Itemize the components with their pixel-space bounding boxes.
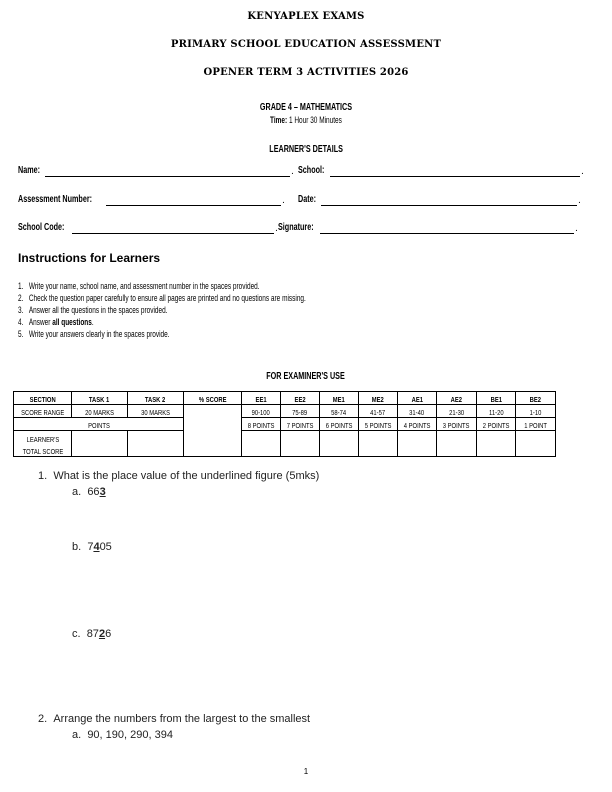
- instruction-text: Answer: [28, 317, 53, 327]
- assessment-number-field[interactable]: [106, 205, 281, 206]
- table-cell: 21-30: [437, 405, 477, 418]
- table-cell: % SCORE: [184, 392, 242, 405]
- table-cell: 30 MARKS: [128, 405, 184, 418]
- table-cell: 3 POINTS: [437, 418, 477, 431]
- ee2-score-cell[interactable]: [281, 431, 320, 457]
- examiner-score-table: [13, 391, 556, 457]
- instruction-text: Check the question paper carefully to ensure all pages are printed and no questions are missing.: [28, 293, 306, 303]
- task1-score-cell[interactable]: [72, 431, 128, 457]
- school-code-label: School Code:: [18, 222, 65, 233]
- table-cell: 1 POINT: [516, 418, 556, 431]
- number-part: 66: [87, 486, 100, 498]
- me2-score-cell[interactable]: [359, 431, 398, 457]
- instruction-number: 2.: [18, 293, 24, 303]
- instruction-item: [18, 304, 306, 316]
- learner-details-heading: [0, 137, 612, 156]
- question-2a: [72, 729, 173, 741]
- page-number: 1: [303, 767, 309, 776]
- number-part: 7: [87, 541, 94, 553]
- examiner-heading-text: FOR EXAMINER'S USE: [266, 371, 346, 382]
- number-list: 90, 190, 290, 394: [87, 729, 173, 741]
- learner-details-text: LEARNER'S DETAILS: [269, 144, 343, 155]
- underlined-digit: 2: [98, 628, 106, 640]
- name-label: Name:: [18, 165, 41, 176]
- table-cell: ME1: [320, 392, 359, 405]
- table-cell: LEARNER'S TOTAL SCORE: [14, 431, 72, 457]
- question-1b: [72, 541, 112, 553]
- date-field[interactable]: [321, 205, 577, 206]
- table-cell: 8 POINTS: [242, 418, 281, 431]
- question-text: What is the place value of the underlined figure (5mks): [53, 470, 320, 482]
- ae2-score-cell[interactable]: [437, 431, 477, 457]
- instruction-bold-text: all questions: [52, 317, 92, 327]
- instruction-text: Answer all the questions in the spaces provided.: [28, 305, 168, 315]
- sub-question-label: a.: [72, 486, 82, 498]
- examiner-heading: [0, 364, 612, 383]
- instructions-list: [18, 280, 418, 340]
- instruction-item: [18, 328, 306, 340]
- time-allowed: [0, 108, 612, 127]
- table-cell: BE1: [477, 392, 516, 405]
- question-1c: [72, 628, 111, 640]
- exam-org-title: KENYAPLEX EXAMS: [247, 11, 365, 22]
- task2-score-cell[interactable]: [128, 431, 184, 457]
- ee1-score-cell[interactable]: [242, 431, 281, 457]
- table-cell: 58-74: [320, 405, 359, 418]
- instruction-number: 4.: [18, 317, 24, 327]
- table-cell: 20 MARKS: [72, 405, 128, 418]
- number-part: 05: [99, 541, 112, 553]
- table-cell: TASK 1: [72, 392, 128, 405]
- number-part: 6: [105, 628, 112, 640]
- table-cell: 90-100: [242, 405, 281, 418]
- assessment-number-label: Assessment Number:: [18, 194, 93, 205]
- school-field[interactable]: [330, 176, 580, 177]
- instruction-item: [18, 316, 306, 328]
- instruction-number: 5.: [18, 329, 24, 339]
- sub-question-label: b.: [72, 541, 82, 553]
- question-number: 1.: [38, 470, 48, 482]
- instruction-text: Write your name, school name, and assessment number in the spaces provided.: [28, 281, 260, 291]
- signature-label: Signature:: [278, 222, 314, 233]
- instruction-text: Write your answers clearly in the spaces provide.: [28, 329, 170, 339]
- table-row: [14, 392, 556, 405]
- be2-score-cell[interactable]: [516, 431, 556, 457]
- table-row: [14, 418, 556, 431]
- school-label: School:: [298, 165, 325, 176]
- table-cell: 7 POINTS: [281, 418, 320, 431]
- instruction-text: .: [91, 317, 94, 327]
- question-text: Arrange the numbers from the largest to the smallest: [53, 713, 311, 725]
- underlined-digit: 3: [99, 486, 106, 498]
- table-cell: BE2: [516, 392, 556, 405]
- sub-question-label: a.: [72, 729, 82, 741]
- assessment-date-row: Assessment Number: . Date: .: [18, 194, 581, 206]
- question-2: [38, 713, 310, 725]
- table-cell: ME2: [359, 392, 398, 405]
- table-cell: AE2: [437, 392, 477, 405]
- time-value: 1 Hour 30 Minutes: [287, 115, 342, 125]
- instruction-item: [18, 292, 306, 304]
- table-cell: 11-20: [477, 405, 516, 418]
- grade-text: GRADE 4 – MATHEMATICS: [259, 102, 353, 113]
- table-cell: 1-10: [516, 405, 556, 418]
- question-1a: [72, 486, 115, 498]
- assessment-title: PRIMARY SCHOOL EDUCATION ASSESSMENT: [170, 39, 442, 50]
- name-school-row: Name: . School: .: [18, 165, 584, 177]
- me1-score-cell[interactable]: [320, 431, 359, 457]
- table-row: [14, 431, 556, 457]
- table-cell: 4 POINTS: [398, 418, 437, 431]
- table-cell: AE1: [398, 392, 437, 405]
- instruction-number: 1.: [18, 281, 24, 291]
- question-1: [38, 470, 319, 482]
- table-cell: TASK 2: [128, 392, 184, 405]
- code-signature-row: School Code: . Signature: .: [18, 222, 578, 234]
- number-part: 87: [86, 628, 99, 640]
- term-title: OPENER TERM 3 ACTIVITIES 2026: [203, 67, 409, 78]
- table-cell: 5 POINTS: [359, 418, 398, 431]
- time-label: Time:: [270, 115, 288, 125]
- ae1-score-cell[interactable]: [398, 431, 437, 457]
- sub-question-label: c.: [72, 628, 81, 640]
- table-cell: 31-40: [398, 405, 437, 418]
- table-cell: 75-89: [281, 405, 320, 418]
- school-code-field[interactable]: [72, 233, 274, 234]
- table-cell: SCORE RANGE: [14, 405, 72, 418]
- table-cell: EE2: [281, 392, 320, 405]
- instruction-item: [18, 280, 306, 292]
- percent-score-cell[interactable]: [184, 405, 242, 457]
- name-field[interactable]: [45, 176, 290, 177]
- table-cell: 41-57: [359, 405, 398, 418]
- question-number: 2.: [38, 713, 48, 725]
- date-label: Date:: [298, 194, 317, 205]
- instruction-number: 3.: [18, 305, 24, 315]
- table-cell: EE1: [242, 392, 281, 405]
- table-cell: 2 POINTS: [477, 418, 516, 431]
- instructions-heading: Instructions for Learners: [18, 251, 161, 265]
- underlined-digit: 4: [93, 541, 100, 553]
- table-cell: 6 POINTS: [320, 418, 359, 431]
- table-cell: SECTION: [14, 392, 72, 405]
- table-row: [14, 405, 556, 418]
- be1-score-cell[interactable]: [477, 431, 516, 457]
- signature-field[interactable]: [320, 233, 574, 234]
- table-cell: POINTS: [14, 418, 184, 431]
